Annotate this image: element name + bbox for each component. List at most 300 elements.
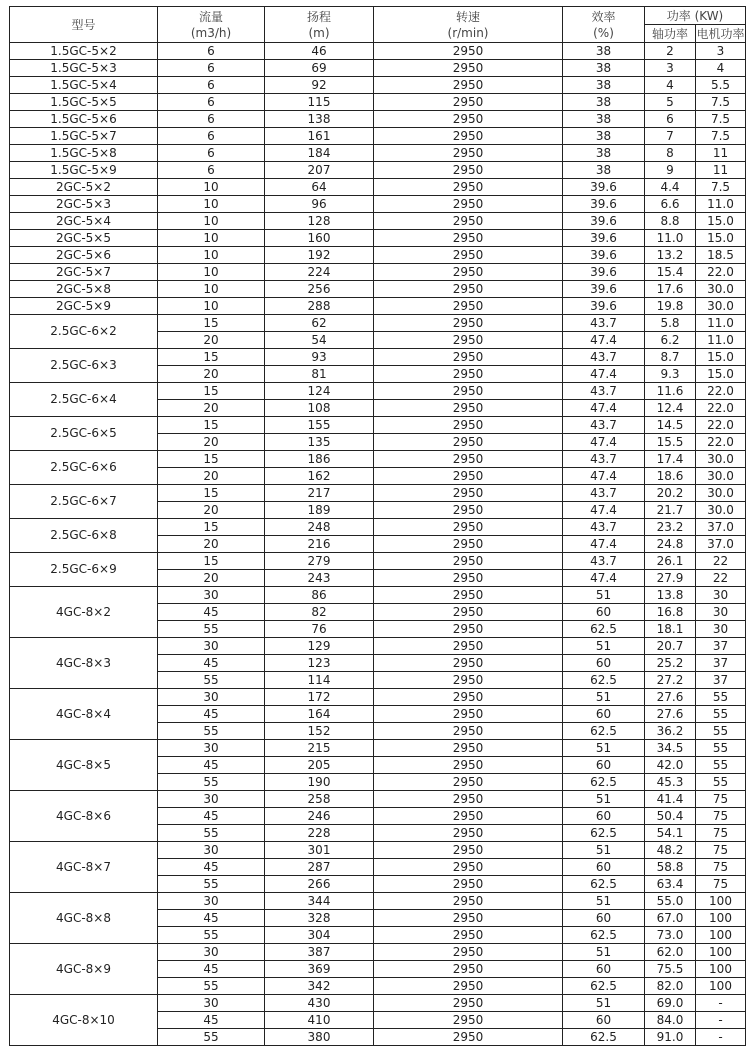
- table-row: [10, 247, 746, 264]
- model-cell: 1.5GC-5×5: [10, 94, 158, 111]
- efficiency-cell: 62.5: [563, 723, 645, 740]
- efficiency-cell: 62.5: [563, 621, 645, 638]
- shaft-power-cell: 55.0: [645, 893, 696, 910]
- speed-header-label: 转速: [455, 9, 480, 24]
- head-cell: 62: [265, 315, 374, 332]
- shaft-power-cell: 23.2: [645, 519, 696, 536]
- table-row: [10, 893, 746, 910]
- motor-power-cell: 100: [696, 978, 746, 995]
- head-cell: 217: [265, 485, 374, 502]
- efficiency-cell: 62.5: [563, 774, 645, 791]
- speed-cell: 2950: [374, 706, 563, 723]
- head-cell: 135: [265, 434, 374, 451]
- table-row: [10, 315, 746, 332]
- table-row: [10, 689, 746, 706]
- speed-cell: 2950: [374, 145, 563, 162]
- efficiency-cell: 62.5: [563, 876, 645, 893]
- model-cell: 2GC-5×7: [10, 264, 158, 281]
- motor-power-cell: 30.0: [696, 298, 746, 315]
- speed-cell: 2950: [374, 553, 563, 570]
- head-cell: 115: [265, 94, 374, 111]
- head-cell: 287: [265, 859, 374, 876]
- model-cell: 4GC-8×9: [10, 944, 158, 995]
- shaft-power-cell: 6.2: [645, 332, 696, 349]
- speed-cell: 2950: [374, 247, 563, 264]
- shaft-power-cell: 82.0: [645, 978, 696, 995]
- efficiency-cell: 51: [563, 944, 645, 961]
- speed-cell: 2950: [374, 485, 563, 502]
- shaft-power-header: 轴功率: [645, 25, 696, 43]
- shaft-power-cell: 4.4: [645, 179, 696, 196]
- flow-cell: 20: [158, 570, 265, 587]
- efficiency-cell: 51: [563, 995, 645, 1012]
- speed-cell: 2950: [374, 383, 563, 400]
- flow-cell: 6: [158, 162, 265, 179]
- flow-cell: 6: [158, 145, 265, 162]
- speed-cell: 2950: [374, 179, 563, 196]
- table-row: [10, 519, 746, 536]
- speed-cell: 2950: [374, 723, 563, 740]
- table-row: [10, 230, 746, 247]
- speed-cell: 2950: [374, 43, 563, 60]
- speed-cell: 2950: [374, 825, 563, 842]
- head-cell: 216: [265, 536, 374, 553]
- flow-cell: 30: [158, 587, 265, 604]
- motor-power-cell: -: [696, 1012, 746, 1029]
- flow-cell: 30: [158, 638, 265, 655]
- model-cell: 2.5GC-6×4: [10, 383, 158, 417]
- efficiency-cell: 43.7: [563, 451, 645, 468]
- motor-power-cell: 7.5: [696, 94, 746, 111]
- shaft-power-cell: 18.1: [645, 621, 696, 638]
- shaft-power-cell: 24.8: [645, 536, 696, 553]
- speed-cell: 2950: [374, 111, 563, 128]
- table-row: [10, 179, 746, 196]
- shaft-power-cell: 13.8: [645, 587, 696, 604]
- head-cell: 162: [265, 468, 374, 485]
- flow-cell: 20: [158, 400, 265, 417]
- motor-power-cell: 100: [696, 893, 746, 910]
- speed-cell: 2950: [374, 859, 563, 876]
- flow-cell: 55: [158, 978, 265, 995]
- speed-cell: 2950: [374, 740, 563, 757]
- flow-cell: 30: [158, 689, 265, 706]
- motor-power-cell: 22: [696, 553, 746, 570]
- speed-cell: 2950: [374, 94, 563, 111]
- head-cell: 124: [265, 383, 374, 400]
- efficiency-cell: 39.6: [563, 298, 645, 315]
- efficiency-cell: 51: [563, 587, 645, 604]
- motor-power-cell: 37.0: [696, 519, 746, 536]
- motor-power-cell: 30.0: [696, 281, 746, 298]
- motor-power-cell: 5.5: [696, 77, 746, 94]
- head-cell: 248: [265, 519, 374, 536]
- model-cell: 1.5GC-5×7: [10, 128, 158, 145]
- motor-power-cell: 100: [696, 927, 746, 944]
- table-row: [10, 43, 746, 60]
- efficiency-cell: 47.4: [563, 502, 645, 519]
- flow-cell: 15: [158, 485, 265, 502]
- shaft-power-cell: 50.4: [645, 808, 696, 825]
- flow-header-label: 流量: [198, 9, 223, 24]
- head-cell: 93: [265, 349, 374, 366]
- shaft-power-cell: 34.5: [645, 740, 696, 757]
- shaft-power-cell: 9.3: [645, 366, 696, 383]
- power-header: 功率 (KW): [645, 7, 746, 25]
- efficiency-cell: 39.6: [563, 230, 645, 247]
- shaft-power-cell: 11.6: [645, 383, 696, 400]
- motor-power-cell: 30.0: [696, 485, 746, 502]
- flow-cell: 15: [158, 519, 265, 536]
- motor-power-cell: -: [696, 1029, 746, 1046]
- efficiency-cell: 47.4: [563, 332, 645, 349]
- speed-cell: 2950: [374, 213, 563, 230]
- efficiency-cell: 38: [563, 60, 645, 77]
- flow-cell: 15: [158, 553, 265, 570]
- table-row: [10, 842, 746, 859]
- flow-header: [158, 7, 265, 43]
- motor-power-cell: 30: [696, 587, 746, 604]
- model-cell: 2GC-5×6: [10, 247, 158, 264]
- motor-power-cell: 15.0: [696, 349, 746, 366]
- shaft-power-cell: 26.1: [645, 553, 696, 570]
- speed-cell: 2950: [374, 689, 563, 706]
- head-cell: 152: [265, 723, 374, 740]
- speed-cell: 2950: [374, 655, 563, 672]
- motor-power-cell: 22.0: [696, 400, 746, 417]
- efficiency-cell: 60: [563, 655, 645, 672]
- flow-cell: 6: [158, 43, 265, 60]
- motor-power-cell: 37.0: [696, 536, 746, 553]
- head-cell: 138: [265, 111, 374, 128]
- table-row: [10, 264, 746, 281]
- head-cell: 430: [265, 995, 374, 1012]
- flow-cell: 30: [158, 842, 265, 859]
- motor-power-cell: 30.0: [696, 468, 746, 485]
- efficiency-cell: 62.5: [563, 672, 645, 689]
- shaft-power-cell: 67.0: [645, 910, 696, 927]
- efficiency-cell: 43.7: [563, 519, 645, 536]
- flow-cell: 30: [158, 791, 265, 808]
- head-cell: 92: [265, 77, 374, 94]
- flow-cell: 30: [158, 995, 265, 1012]
- speed-cell: 2950: [374, 281, 563, 298]
- shaft-power-cell: 8.8: [645, 213, 696, 230]
- speed-cell: 2950: [374, 638, 563, 655]
- head-header-label: 扬程: [306, 9, 331, 24]
- efficiency-cell: 51: [563, 791, 645, 808]
- efficiency-cell: 47.4: [563, 434, 645, 451]
- speed-cell: 2950: [374, 791, 563, 808]
- table-row: [10, 638, 746, 655]
- motor-power-cell: -: [696, 995, 746, 1012]
- head-header: [265, 7, 374, 43]
- head-cell: 155: [265, 417, 374, 434]
- speed-cell: 2950: [374, 570, 563, 587]
- shaft-power-cell: 19.8: [645, 298, 696, 315]
- shaft-power-cell: 62.0: [645, 944, 696, 961]
- efficiency-cell: 60: [563, 808, 645, 825]
- flow-cell: 10: [158, 230, 265, 247]
- flow-cell: 45: [158, 1012, 265, 1029]
- head-cell: 128: [265, 213, 374, 230]
- head-cell: 54: [265, 332, 374, 349]
- motor-power-cell: 37: [696, 638, 746, 655]
- efficiency-cell: 38: [563, 145, 645, 162]
- motor-power-cell: 15.0: [696, 230, 746, 247]
- speed-cell: 2950: [374, 468, 563, 485]
- table-row: [10, 128, 746, 145]
- efficiency-cell: 43.7: [563, 485, 645, 502]
- shaft-power-cell: 58.8: [645, 859, 696, 876]
- model-cell: 2.5GC-6×3: [10, 349, 158, 383]
- efficiency-cell: 60: [563, 961, 645, 978]
- head-cell: 266: [265, 876, 374, 893]
- motor-power-cell: 22.0: [696, 434, 746, 451]
- flow-cell: 55: [158, 1029, 265, 1046]
- head-cell: 256: [265, 281, 374, 298]
- speed-cell: 2950: [374, 332, 563, 349]
- model-cell: 2GC-5×2: [10, 179, 158, 196]
- flow-cell: 20: [158, 434, 265, 451]
- table-row: [10, 145, 746, 162]
- head-cell: 114: [265, 672, 374, 689]
- shaft-power-cell: 91.0: [645, 1029, 696, 1046]
- shaft-power-cell: 20.7: [645, 638, 696, 655]
- shaft-power-cell: 13.2: [645, 247, 696, 264]
- efficiency-cell: 38: [563, 111, 645, 128]
- flow-cell: 45: [158, 961, 265, 978]
- efficiency-cell: 43.7: [563, 553, 645, 570]
- model-cell: 2.5GC-6×8: [10, 519, 158, 553]
- flow-cell: 20: [158, 536, 265, 553]
- model-cell: 1.5GC-5×9: [10, 162, 158, 179]
- flow-cell: 30: [158, 893, 265, 910]
- speed-cell: 2950: [374, 672, 563, 689]
- motor-power-cell: 11: [696, 145, 746, 162]
- table-row: [10, 383, 746, 400]
- speed-cell: 2950: [374, 1029, 563, 1046]
- speed-cell: 2950: [374, 264, 563, 281]
- motor-power-cell: 3: [696, 43, 746, 60]
- head-cell: 224: [265, 264, 374, 281]
- model-cell: 1.5GC-5×2: [10, 43, 158, 60]
- efficiency-cell: 47.4: [563, 400, 645, 417]
- table-row: [10, 451, 746, 468]
- speed-cell: 2950: [374, 366, 563, 383]
- motor-power-cell: 100: [696, 961, 746, 978]
- head-cell: 228: [265, 825, 374, 842]
- motor-power-cell: 22.0: [696, 417, 746, 434]
- motor-power-cell: 15.0: [696, 213, 746, 230]
- speed-cell: 2950: [374, 961, 563, 978]
- motor-power-cell: 18.5: [696, 247, 746, 264]
- shaft-power-cell: 84.0: [645, 1012, 696, 1029]
- head-cell: 186: [265, 451, 374, 468]
- efficiency-cell: 62.5: [563, 825, 645, 842]
- motor-power-cell: 30: [696, 621, 746, 638]
- head-cell: 69: [265, 60, 374, 77]
- motor-power-cell: 30.0: [696, 502, 746, 519]
- flow-cell: 10: [158, 196, 265, 213]
- shaft-power-cell: 14.5: [645, 417, 696, 434]
- flow-cell: 10: [158, 298, 265, 315]
- table-row: [10, 485, 746, 502]
- shaft-power-cell: 27.2: [645, 672, 696, 689]
- flow-cell: 55: [158, 876, 265, 893]
- shaft-power-cell: 9: [645, 162, 696, 179]
- speed-cell: 2950: [374, 876, 563, 893]
- motor-power-cell: 55: [696, 757, 746, 774]
- model-cell: 4GC-8×4: [10, 689, 158, 740]
- table-row: [10, 60, 746, 77]
- table-row: [10, 111, 746, 128]
- shaft-power-cell: 27.6: [645, 689, 696, 706]
- shaft-power-cell: 27.9: [645, 570, 696, 587]
- shaft-power-cell: 48.2: [645, 842, 696, 859]
- model-cell: 4GC-8×5: [10, 740, 158, 791]
- head-cell: 190: [265, 774, 374, 791]
- shaft-power-cell: 4: [645, 77, 696, 94]
- flow-cell: 10: [158, 213, 265, 230]
- head-cell: 215: [265, 740, 374, 757]
- shaft-power-cell: 25.2: [645, 655, 696, 672]
- flow-cell: 15: [158, 349, 265, 366]
- table-row: [10, 196, 746, 213]
- head-cell: 129: [265, 638, 374, 655]
- head-cell: 288: [265, 298, 374, 315]
- efficiency-cell: 39.6: [563, 179, 645, 196]
- motor-power-cell: 22.0: [696, 383, 746, 400]
- efficiency-header-unit: (%): [593, 25, 614, 40]
- efficiency-cell: 62.5: [563, 1029, 645, 1046]
- motor-power-cell: 75: [696, 842, 746, 859]
- efficiency-cell: 38: [563, 94, 645, 111]
- motor-power-cell: 11: [696, 162, 746, 179]
- flow-cell: 15: [158, 315, 265, 332]
- head-cell: 108: [265, 400, 374, 417]
- speed-header: [374, 7, 563, 43]
- efficiency-cell: 43.7: [563, 383, 645, 400]
- model-cell: 2.5GC-6×6: [10, 451, 158, 485]
- shaft-power-cell: 69.0: [645, 995, 696, 1012]
- head-cell: 387: [265, 944, 374, 961]
- table-row: [10, 995, 746, 1012]
- table-row: [10, 298, 746, 315]
- model-cell: 4GC-8×2: [10, 587, 158, 638]
- model-cell: 2.5GC-6×9: [10, 553, 158, 587]
- flow-cell: 10: [158, 281, 265, 298]
- flow-cell: 15: [158, 451, 265, 468]
- model-cell: 1.5GC-5×3: [10, 60, 158, 77]
- speed-cell: 2950: [374, 757, 563, 774]
- flow-cell: 6: [158, 111, 265, 128]
- head-cell: 81: [265, 366, 374, 383]
- model-cell: 4GC-8×10: [10, 995, 158, 1046]
- shaft-power-cell: 12.4: [645, 400, 696, 417]
- flow-cell: 55: [158, 621, 265, 638]
- head-cell: 279: [265, 553, 374, 570]
- table-row: [10, 587, 746, 604]
- motor-power-header: 电机功率: [696, 26, 745, 41]
- speed-cell: 2950: [374, 910, 563, 927]
- speed-cell: 2950: [374, 944, 563, 961]
- motor-power-cell: 100: [696, 910, 746, 927]
- efficiency-cell: 43.7: [563, 315, 645, 332]
- motor-power-cell: 55: [696, 723, 746, 740]
- speed-cell: 2950: [374, 230, 563, 247]
- head-cell: 380: [265, 1029, 374, 1046]
- head-cell: 344: [265, 893, 374, 910]
- speed-cell: 2950: [374, 400, 563, 417]
- flow-cell: 15: [158, 417, 265, 434]
- head-cell: 184: [265, 145, 374, 162]
- motor-power-cell: 11.0: [696, 196, 746, 213]
- efficiency-cell: 38: [563, 77, 645, 94]
- efficiency-cell: 47.4: [563, 366, 645, 383]
- efficiency-header: [563, 7, 645, 43]
- efficiency-cell: 43.7: [563, 417, 645, 434]
- speed-cell: 2950: [374, 519, 563, 536]
- table-row: [10, 162, 746, 179]
- flow-cell: 6: [158, 128, 265, 145]
- model-cell: 2.5GC-6×7: [10, 485, 158, 519]
- efficiency-cell: 51: [563, 740, 645, 757]
- head-cell: 96: [265, 196, 374, 213]
- shaft-power-cell: 6.6: [645, 196, 696, 213]
- motor-power-cell: 75: [696, 808, 746, 825]
- table-header: [10, 7, 746, 43]
- flow-cell: 6: [158, 60, 265, 77]
- shaft-power-cell: 7: [645, 128, 696, 145]
- efficiency-cell: 39.6: [563, 281, 645, 298]
- table-row: [10, 77, 746, 94]
- flow-cell: 6: [158, 94, 265, 111]
- model-cell: 2GC-5×3: [10, 196, 158, 213]
- shaft-power-cell: 63.4: [645, 876, 696, 893]
- model-cell: 2GC-5×9: [10, 298, 158, 315]
- efficiency-cell: 51: [563, 689, 645, 706]
- model-cell: 2GC-5×5: [10, 230, 158, 247]
- flow-cell: 55: [158, 927, 265, 944]
- shaft-power-cell: 75.5: [645, 961, 696, 978]
- efficiency-cell: 38: [563, 43, 645, 60]
- flow-cell: 55: [158, 774, 265, 791]
- flow-cell: 45: [158, 808, 265, 825]
- shaft-power-cell: 8.7: [645, 349, 696, 366]
- shaft-power-cell: 73.0: [645, 927, 696, 944]
- motor-power-cell: 37: [696, 672, 746, 689]
- efficiency-cell: 38: [563, 162, 645, 179]
- shaft-power-cell: 6: [645, 111, 696, 128]
- shaft-power-cell: 5: [645, 94, 696, 111]
- motor-power-cell: 22.0: [696, 264, 746, 281]
- model-cell: 1.5GC-5×4: [10, 77, 158, 94]
- table-body: [10, 43, 746, 1046]
- motor-power-cell: 55: [696, 740, 746, 757]
- efficiency-cell: 39.6: [563, 213, 645, 230]
- flow-cell: 10: [158, 264, 265, 281]
- speed-cell: 2950: [374, 587, 563, 604]
- shaft-power-cell: 21.7: [645, 502, 696, 519]
- efficiency-cell: 62.5: [563, 927, 645, 944]
- motor-power-cell: 55: [696, 689, 746, 706]
- shaft-power-cell: 17.6: [645, 281, 696, 298]
- table-row: [10, 740, 746, 757]
- efficiency-cell: 51: [563, 842, 645, 859]
- table-row: [10, 417, 746, 434]
- speed-cell: 2950: [374, 978, 563, 995]
